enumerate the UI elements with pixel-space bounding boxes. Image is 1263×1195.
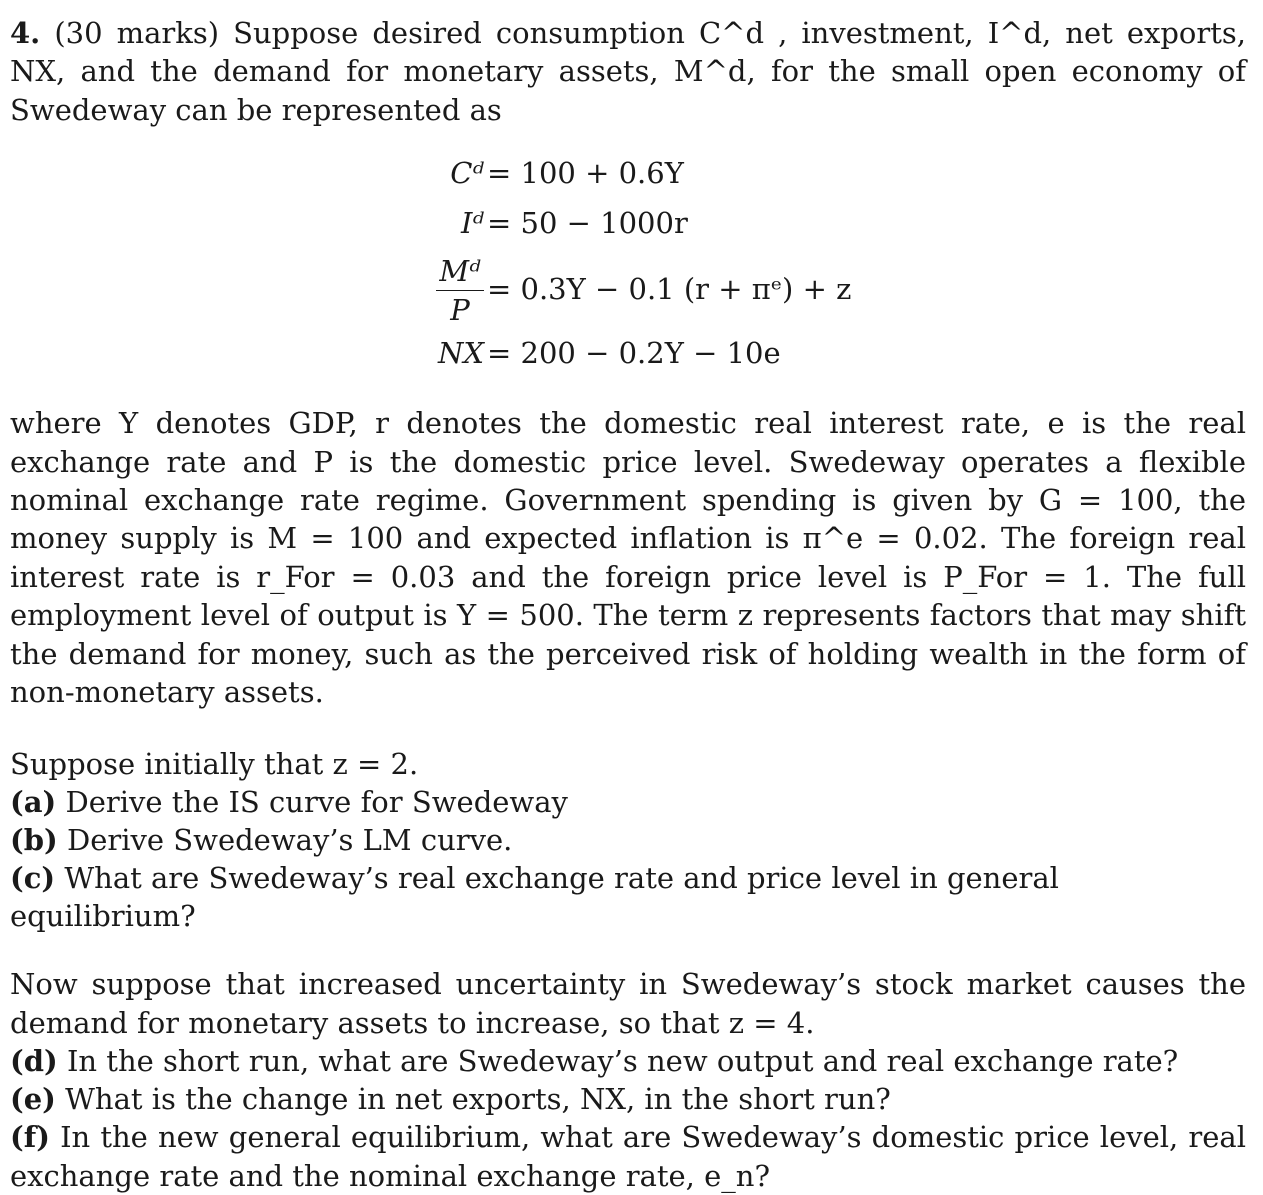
fraction-numerator: Mᵈ [436, 252, 484, 291]
equation-rhs: = 200 − 0.2Y − 10e [487, 336, 781, 371]
equation-rhs: = 0.3Y − 0.1 (r + πᵉ) + z [487, 272, 852, 307]
fraction-denominator: P [450, 293, 470, 328]
part2-intro: Now suppose that increased uncertainty in Swedeway’s stock market causes the demand for monetary assets to increase, so that z = 4. [10, 967, 1246, 1040]
part-text: What are Swedeway’s real exchange rate and price level in general equilibrium? [10, 861, 1059, 934]
part-d [10, 1042, 1246, 1080]
equation-lhs: Iᵈ [460, 206, 484, 241]
part-text: In the short run, what are Swedeway’s new output and real exchange rate? [66, 1044, 1179, 1079]
part-label: (e) [10, 1082, 56, 1117]
document-page [10, 14, 1246, 1195]
part-text: Derive Swedeway’s LM curve. [66, 823, 513, 858]
equation-consumption [10, 156, 1246, 196]
part-label: (d) [10, 1044, 58, 1079]
description-paragraph: where Y denotes GDP, r denotes the domestic real interest rate, e is the real exchange rate and P is the domestic price level. Swedeway operates a flexible nominal exchange rate regime. Government spending is given by G = 100, the money supply is M = 100 and expected inflation is π^e = 0.02. The foreign real interest rate is r_For = 0.03 and the foreign price level is P_For = 1. The full employment level of output is Y = 500. The term z represents factors that may shift the demand for money, such as the perceived risk of holding wealth in the form of non-monetary assets. [10, 406, 1246, 710]
part-label: (a) [10, 785, 57, 820]
equation-lhs: Cᵈ [450, 156, 484, 191]
equation-net-exports [10, 336, 1246, 376]
question-number: 4. [10, 16, 41, 50]
part-label: (f) [10, 1120, 50, 1155]
equation-investment [10, 206, 1246, 246]
equation-rhs: = 100 + 0.6Y [487, 156, 684, 191]
part-text: In the new general equilibrium, what are Swedeway’s domestic price level, real exchange rate and the nominal exchange rate, e_n? [10, 1120, 1246, 1193]
part-text: Derive the IS curve for Swedeway [65, 785, 568, 820]
part-f [10, 1118, 1246, 1195]
part-c [10, 859, 1246, 935]
part-e [10, 1080, 1246, 1118]
question-intro [10, 14, 1246, 129]
equation-money-demand [10, 252, 1246, 328]
part-label: (c) [10, 861, 56, 896]
part-a [10, 783, 1246, 821]
part-label: (b) [10, 823, 58, 858]
part-b [10, 821, 1246, 859]
part1-intro: Suppose initially that z = 2. [10, 747, 419, 782]
equation-rhs: = 50 − 1000r [487, 206, 688, 241]
equation-block [10, 156, 1246, 404]
question-intro-text: (30 marks) Suppose desired consumption C^d , investment, I^d, net exports, NX, and the demand for monetary assets, M^d, for the small open economy of Swedeway can be represented as [10, 16, 1247, 127]
part-text: What is the change in net exports, NX, in the short run? [65, 1082, 891, 1117]
equation-lhs: NX [437, 336, 484, 371]
money-demand-fraction [436, 252, 484, 329]
